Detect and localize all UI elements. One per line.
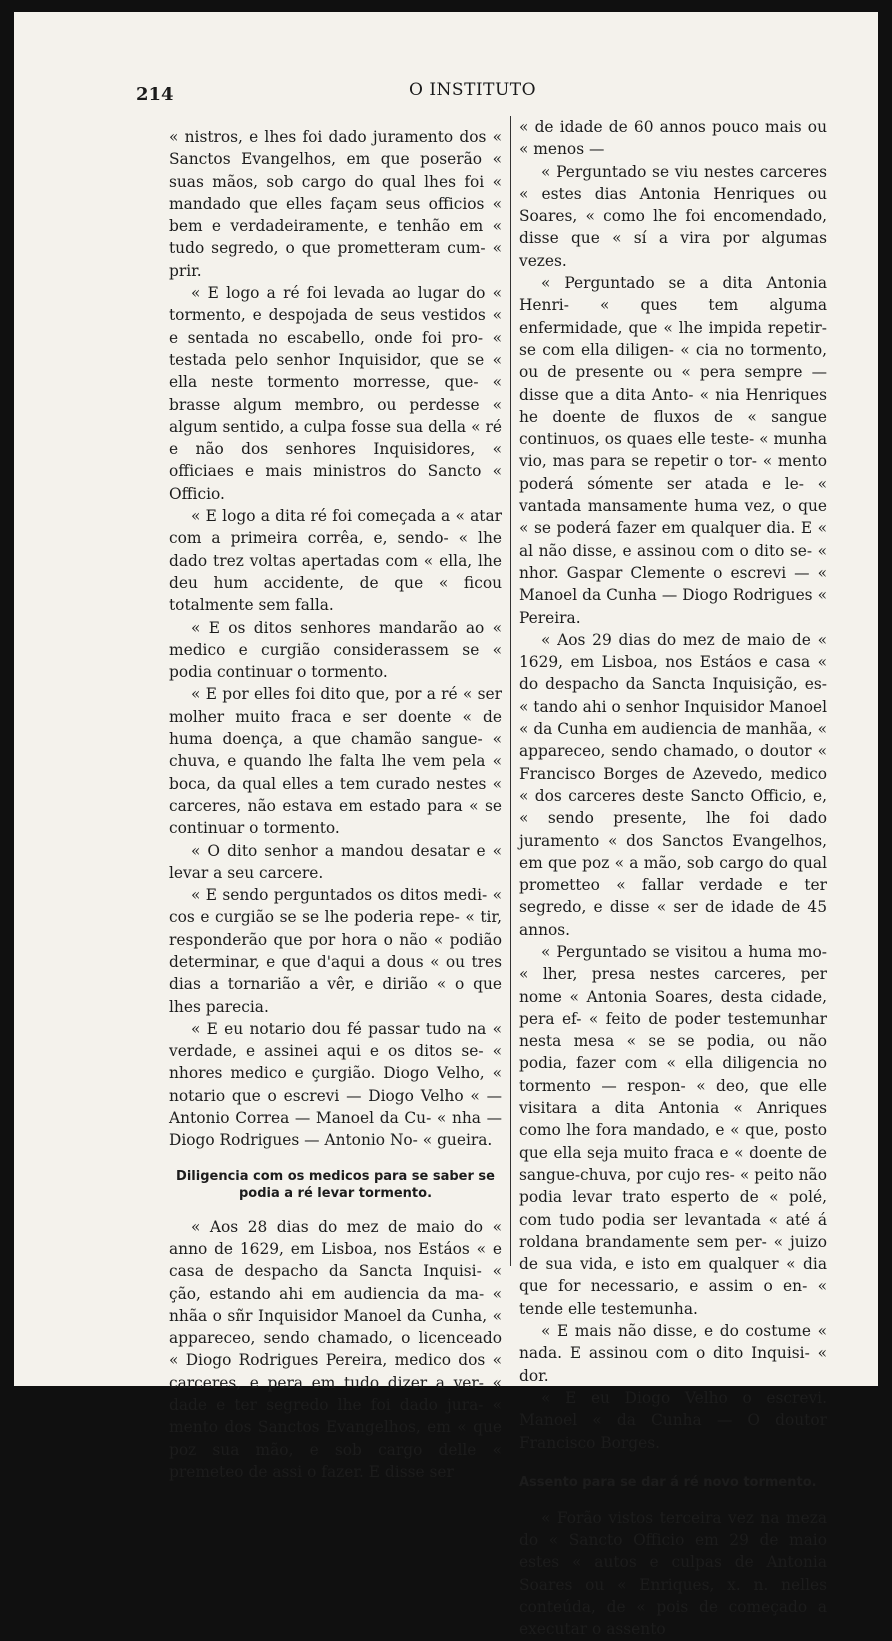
column-divider: [510, 116, 511, 1266]
journal-title: O INSTITUTO: [409, 80, 537, 100]
paragraph: « nistros, e lhes foi dado juramento dos « Sanctos Evangelhos, em que poserão « suas mãos, sob cargo do qual lhes foi « mandado que elles façam seus officios « bem e verdadeiramente, e tenhão em « tudo segredo, o que prometteram cum- « prir.: [169, 128, 502, 280]
page-number: 214: [136, 84, 174, 105]
section-heading: Assento para se dar á ré novo tormento.: [519, 1474, 817, 1490]
paragraph: « Perguntado se viu nestes carceres « estes dias Antonia Henriques ou Soares, « como lhe foi encomendado, disse que « sí a vira por algumas vezes.: [519, 162, 827, 270]
paragraph: « Aos 28 dias do mez de maio do « anno de 1629, em Lisboa, nos Estáos « e casa de despacho da Sancta Inquisi- « ção, estando ahi em audiencia da ma- « nhãa o sñr Inquisidor Manoel da Cunha, « appareceo, sendo chamado, o licenceado « Diogo Rodrigues Pereira, medico dos « carceres, e pera em tudo dizer a ver- « dade e ter segredo lhe foi dado jura- « mento dos Sanctos Evangelhos, em « que poz sua mão, e sob cargo delle « premeteo de assi o fazer. E disse ser: [169, 1217, 502, 1481]
paragraph: « Perguntado se a dita Antonia Henri- « ques tem alguma enfermidade, que « lhe impida repetir-se com ella diligen- « cia no tormento, ou de presente ou « pera sempre — disse que a dita Anto- « nia Henriques he doente de fluxos de « sangue continuos, os quaes elle teste- « munha vio, mas para se repetir o tor- « mento poderá sómente ser atada e le- « vantada mansamente huma vez, o que « se poderá fazer em qualquer dia. E « al não disse, e assinou com o dito se- « nhor. Gaspar Clemente o escrevi — « Manoel da Cunha — Diogo Rodrigues « Pereira.: [519, 274, 827, 627]
paragraph: « Forão vistos terceira vez na meza do « Sancto Officio em 29 de maio estes « autos e culpas de Antonia Soares ou « Enriques, x. n. nelles conteúda, de « pois de começado a executar o assento: [519, 1508, 827, 1639]
paragraph: « E logo a dita ré foi começada a « atar com a primeira corrêa, e, sendo- « lhe dado trez voltas apertadas com « ella, lhe deu hum accidente, de que « ficou totalmente sem falla.: [169, 507, 502, 615]
paragraph: « Perguntado se visitou a huma mo- « lher, presa nestes carceres, per nome « Antonia Soares, desta cidade, pera ef- « feito de poder testemunhar nesta mesa « se se podia, ou não podia, fazer com « ella diligencia no tormento — respon- « deo, que elle visitara a dita Antonia « Anriques como lhe fora mandado, e « que, posto que ella seja muito fraca e « doente de sangue-chuva, por cujo res- « peito não podia levar trato esperto de « polé, com tudo podia ser levantada « até á roldana brandamente sem per- « juizo de sua vida, e isto em qualquer « dia que for necessario, e assim o en- « tende elle testemunha.: [519, 942, 827, 1318]
left-column: [169, 116, 502, 1483]
section-heading: Diligencia com os medicos para se saber se podia a ré levar tormento.: [176, 1168, 495, 1201]
paragraph: « E eu Diogo Velho o escrevi. Manoel « da Cunha — O doutor Francisco Borges.: [519, 1388, 827, 1452]
scanned-page: [14, 12, 878, 1639]
paragraph: « E os ditos senhores mandarão ao « medico e curgião considerassem se « podia continuar o tormento.: [169, 618, 502, 682]
paragraph: « E mais não disse, e do costume « nada. E assinou com o dito Inquisi- « dor.: [519, 1322, 827, 1385]
paragraph: « E eu notario dou fé passar tudo na « verdade, e assinei aqui e os ditos se- « nhores medico e çurgião. Diogo Velho, « notario que o escrevi — Diogo Velho « — Antonio Correa — Manoel da Cu- « nha — Diogo Rodrigues — Antonio No- « gueira.: [169, 1019, 502, 1150]
right-column: [519, 116, 827, 1641]
paragraph: « E por elles foi dito que, por a ré « ser molher muito fraca e ser doente « de huma doença, a que chamão sangue- « chuva, e quando lhe falta lhe vem pela « boca, da qual elles a tem curado nestes « carceres, não estava em estado para « se continuar o tormento.: [169, 685, 502, 838]
paragraph: « Aos 29 dias do mez de maio de « 1629, em Lisboa, nos Estáos e casa « do despacho da Sancta Inquisição, es- « tando ahi o senhor Inquisidor Manoel « da Cunha em audiencia de manhãa, « appareceo, sendo chamado, o doutor « Francisco Borges de Azevedo, medico « dos carceres deste Sancto Officio, e, « sendo presente, lhe foi dado juramento « dos Sanctos Evangelhos, em que poz « a mão, sob cargo do qual prometteo « fallar verdade e ter segredo, e disse « ser de idade de 45 annos.: [519, 630, 828, 939]
paragraph: « E logo a ré foi levada ao lugar do « tormento, e despojada de seus vestidos « e sentada no escabello, onde foi pro- « testada pelo senhor Inquisidor, que se « ella neste tormento morresse, que- « brasse algum membro, ou perdesse « algum sentido, a culpa fosse sua della « ré e não dos senhores Inquisidores, « officiaes e mais ministros do Sancto « Officio.: [169, 284, 502, 503]
paragraph: « de idade de 60 annos pouco mais ou « menos —: [519, 118, 827, 159]
running-header: [14, 76, 878, 105]
paragraph: « E sendo perguntados os ditos medi- « cos e curgião se se lhe poderia repe- « tir, responderão que por hora o não « podião determinar, e que d'aqui a dous « ou tres dias a tornarião a vêr, e dirião « o que lhes parecia.: [169, 886, 502, 1016]
paragraph: « O dito senhor a mandou desatar e « levar a seu carcere.: [169, 841, 502, 882]
